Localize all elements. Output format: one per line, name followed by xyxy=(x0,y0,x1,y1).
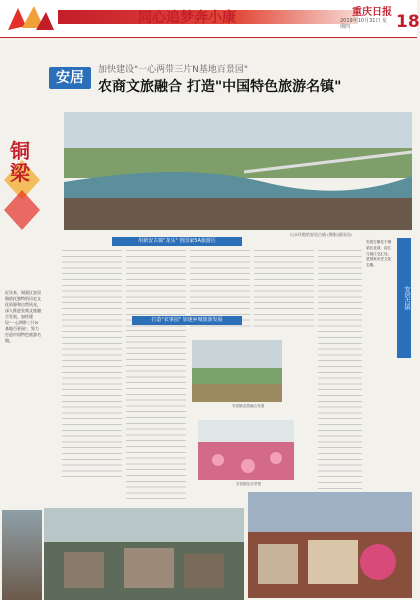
section2-title: 打造"农事园" 加速乡城旅游发展 xyxy=(132,316,242,325)
left-intro-text: 近年来，铜梁区安居镇依托独特的历史文化资源和自然风光，深入推进农商文旅融合发展，加快建设"一心两带三片N基地百景园"，努力打造中国特色旅游名镇。 xyxy=(5,290,41,343)
page-number: 18 xyxy=(396,12,420,32)
old-town-photo xyxy=(44,508,244,600)
text-column-5 xyxy=(318,250,362,490)
page-header xyxy=(0,0,420,38)
heritage-buildings-photo xyxy=(248,492,412,598)
article-headline: 农商文旅融合 打造"中国特色旅游名镇" xyxy=(98,79,342,95)
main-town-photo xyxy=(64,112,412,230)
left-column xyxy=(0,40,44,600)
article-kicker: 加快建设"一心两带三片N基地百景园" xyxy=(98,65,249,75)
page-section-title: 同心追梦奔小康 xyxy=(138,10,236,26)
text-column-4 xyxy=(254,250,314,330)
side-box-head: 安居古镇 xyxy=(397,238,411,358)
issue-date: 2019年10月31日 星期四 xyxy=(340,18,388,30)
text-column-1 xyxy=(62,250,122,480)
district-name: 铜梁 xyxy=(10,139,30,185)
farm-photo xyxy=(192,340,282,402)
flower-photo xyxy=(198,420,294,480)
flower-photo-caption: 安居镇花卉景观 xyxy=(236,482,262,486)
header-rule xyxy=(0,37,417,38)
left-column-photo xyxy=(2,510,42,600)
farm-photo-caption: 安居镇农旅融合发展 xyxy=(232,404,265,408)
main-photo-caption: 山水环抱的安居古镇 (摄影/通讯员) xyxy=(290,232,352,237)
location-tag: 安居 xyxy=(49,67,91,89)
text-column-6 xyxy=(126,330,186,500)
header-logo-icon xyxy=(4,2,56,34)
side-box-text: 安居古镇位于铜梁区北部，涪江与琼江交汇处，是国家历史文化名镇。 xyxy=(366,240,392,268)
section1-title: 用新安古镇"龙头" 创国家5A旅游区 xyxy=(112,237,242,246)
newspaper-name: 重庆日报 xyxy=(352,7,392,18)
